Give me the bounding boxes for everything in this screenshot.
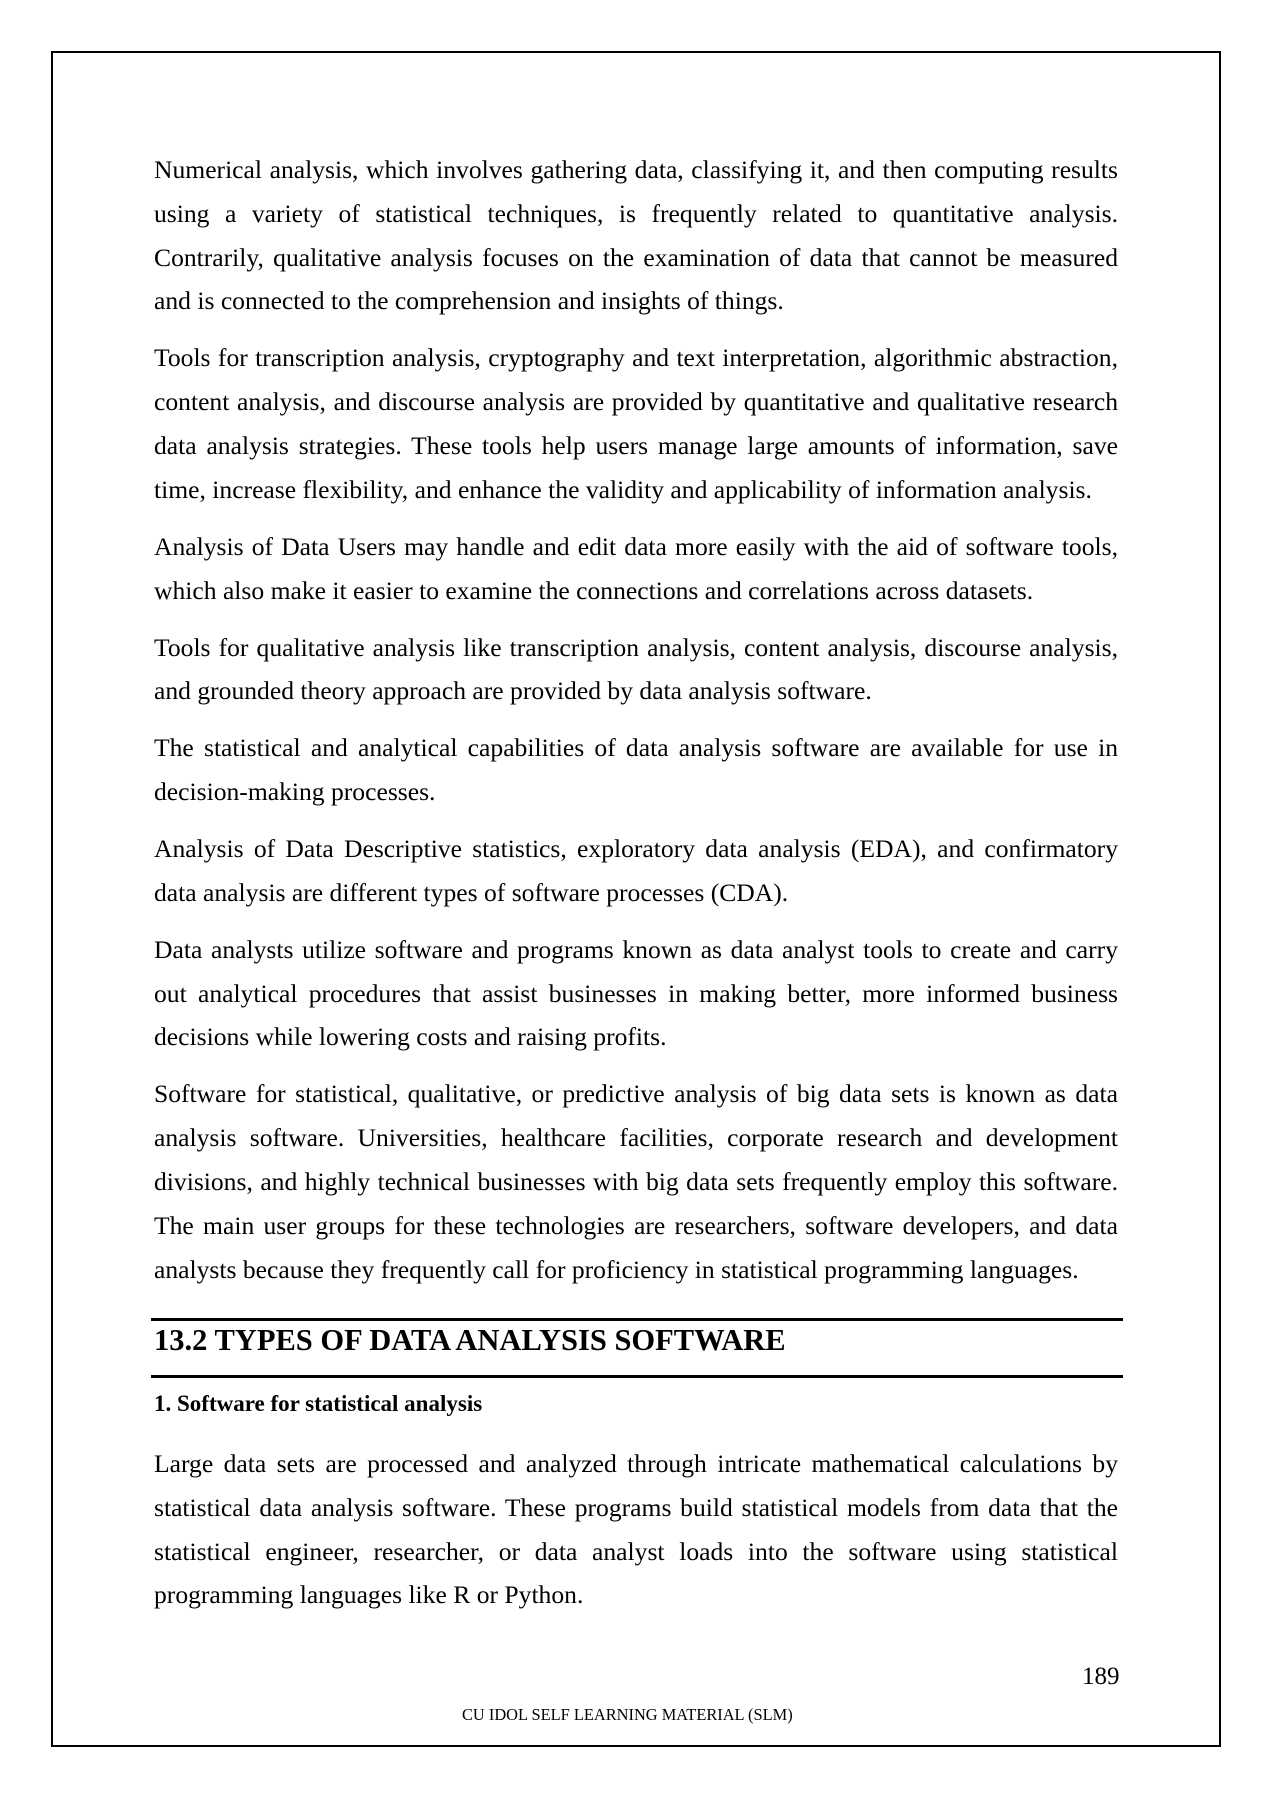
- paragraph: [154, 827, 1118, 915]
- paragraph: [154, 626, 1118, 714]
- paragraph: [154, 525, 1118, 613]
- text-line: Software for statistical, qualitative, or predictive analysis of big data sets is known as data: [154, 1079, 1118, 1109]
- paragraph: [154, 928, 1118, 1059]
- text-line: using a variety of statistical techniques, is frequently related to quantitative analysis.: [154, 198, 1118, 228]
- text-line: which also make it easier to examine the connections and correlations across datasets.: [154, 575, 1034, 605]
- text-line: Analysis of Data Users may handle and edit data more easily with the aid of software tools,: [154, 531, 1118, 561]
- heading-bottom-rule: [151, 1375, 1123, 1378]
- paragraph: [154, 1442, 1118, 1617]
- text-line: data analysis strategies. These tools help users manage large amounts of information, save: [154, 430, 1118, 460]
- text-line: Analysis of Data Descriptive statistics, exploratory data analysis (EDA), and confirmatory: [154, 834, 1118, 864]
- section-body-text: [154, 1442, 1118, 1630]
- subsection-heading: 1. Software for statistical analysis: [154, 1391, 483, 1416]
- text-line: decision-making processes.: [154, 777, 436, 807]
- text-line: analysis software. Universities, healthcare facilities, corporate research and development: [154, 1123, 1118, 1153]
- paragraph: [154, 148, 1118, 323]
- page-number: 189: [1082, 1663, 1120, 1690]
- text-line: and grounded theory approach are provided by data analysis software.: [154, 676, 872, 706]
- heading-top-rule: [151, 1318, 1123, 1321]
- text-line: and is connected to the comprehension and insights of things.: [154, 286, 784, 316]
- text-line: time, increase flexibility, and enhance the validity and applicability of information analysis.: [154, 474, 1092, 504]
- text-line: statistical engineer, researcher, or data analyst loads into the software using statistical: [154, 1536, 1118, 1566]
- text-line: analysts because they frequently call for proficiency in statistical programming languages.: [154, 1254, 1079, 1284]
- paragraph: [154, 1072, 1118, 1291]
- text-line: data analysis are different types of software processes (CDA).: [154, 877, 789, 907]
- text-line: Tools for transcription analysis, cryptography and text interpretation, algorithmic abstraction,: [154, 343, 1118, 373]
- text-line: Numerical analysis, which involves gathering data, classifying it, and then computing results: [154, 155, 1118, 184]
- text-line: divisions, and highly technical businesses with big data sets frequently employ this software.: [154, 1167, 1118, 1197]
- paragraph: [154, 726, 1118, 814]
- text-line: The statistical and analytical capabilities of data analysis software are available for use in: [154, 733, 1118, 763]
- text-line: Large data sets are processed and analyzed through intricate mathematical calculations by: [154, 1449, 1118, 1478]
- section-heading: 13.2 TYPES OF DATA ANALYSIS SOFTWARE: [154, 1323, 786, 1357]
- text-line: Contrarily, qualitative analysis focuses on the examination of data that cannot be measured: [154, 242, 1118, 272]
- footer-text: CU IDOL SELF LEARNING MATERIAL (SLM): [462, 1705, 793, 1724]
- text-line: statistical data analysis software. These programs build statistical models from data that the: [154, 1492, 1118, 1522]
- paragraph: [154, 336, 1118, 511]
- text-line: The main user groups for these technologies are researchers, software developers, and data: [154, 1210, 1118, 1240]
- text-line: Tools for qualitative analysis like transcription analysis, content analysis, discourse analysis,: [154, 632, 1118, 662]
- text-line: programming languages like R or Python.: [154, 1580, 584, 1610]
- text-line: content analysis, and discourse analysis are provided by quantitative and qualitative research: [154, 387, 1118, 417]
- text-line: Data analysts utilize software and programs known as data analyst tools to create and carry: [154, 934, 1118, 964]
- body-text: [154, 148, 1118, 1305]
- text-line: decisions while lowering costs and raising profits.: [154, 1022, 667, 1052]
- text-line: out analytical procedures that assist businesses in making better, more informed business: [154, 978, 1118, 1008]
